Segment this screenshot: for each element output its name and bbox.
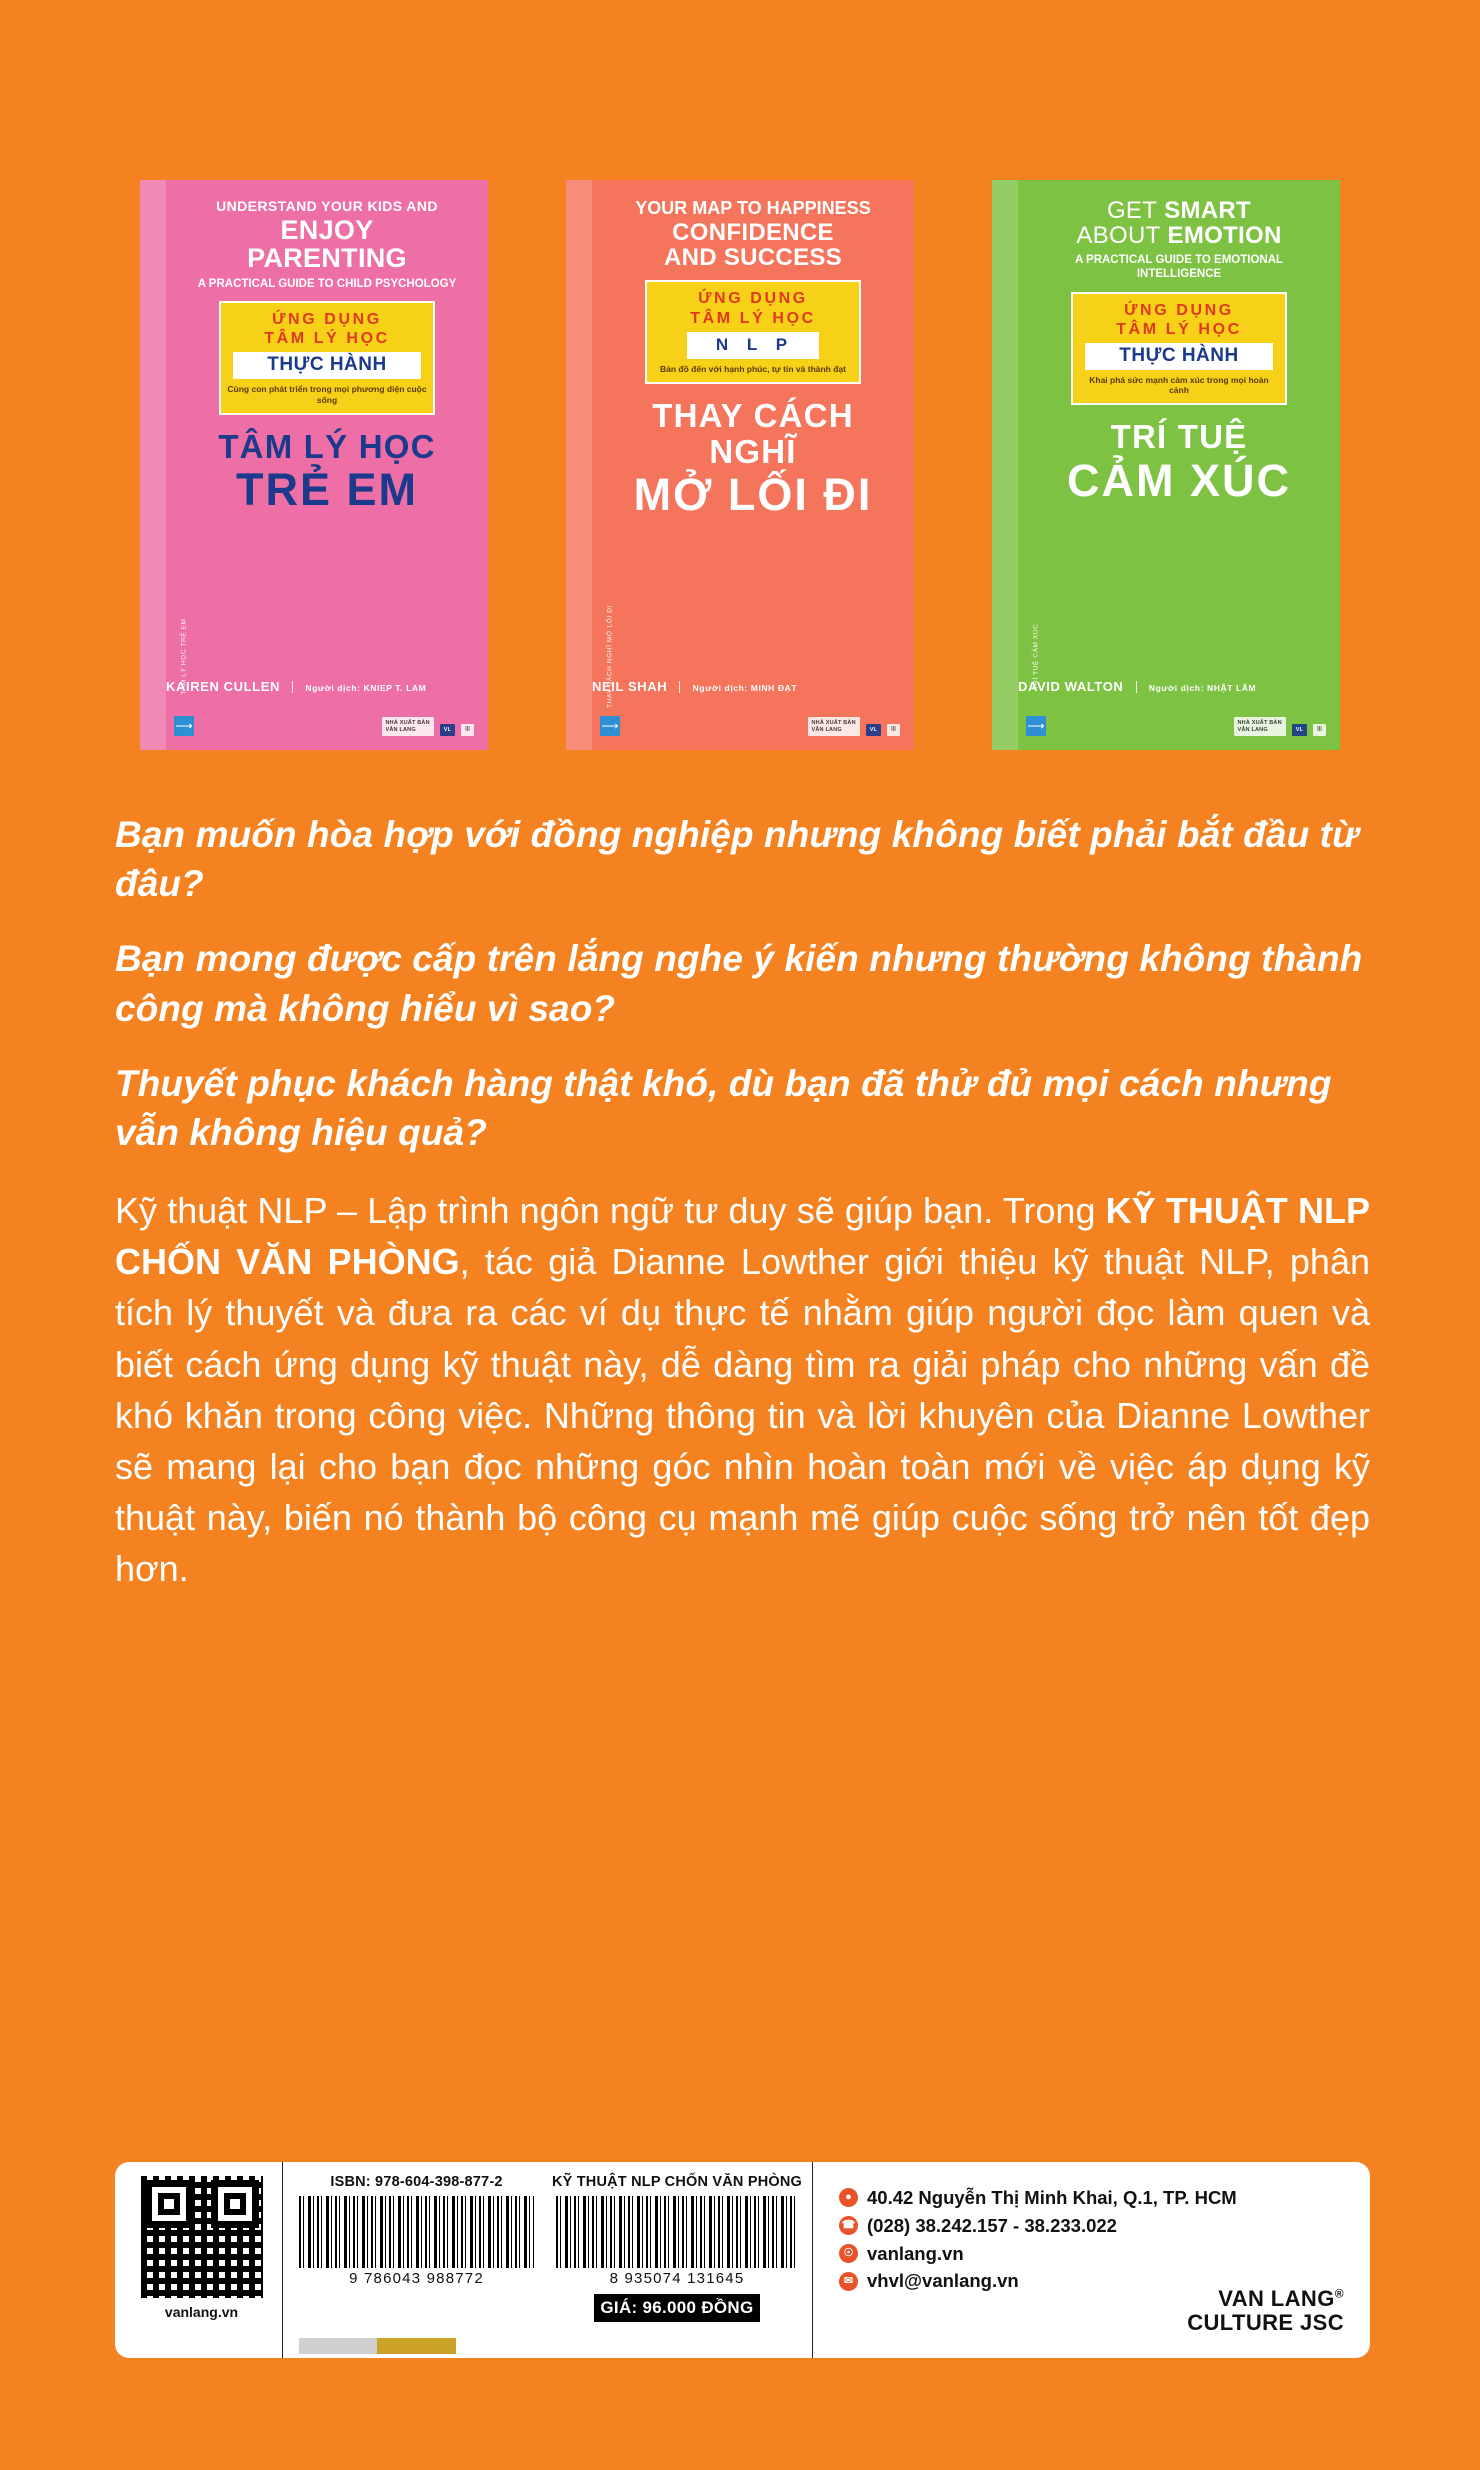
book1-english-title-1: ENJOY [280, 214, 374, 245]
book3-publisher-row [1026, 706, 1330, 736]
price-badge: GIÁ: 96.000 ĐỒNG [594, 2294, 759, 2322]
contact-phone: (028) 38.242.157 - 38.233.022 [867, 2214, 1117, 2236]
phone-icon: ☎ [839, 2216, 858, 2235]
publisher-arrow-icon: ⟶ [1026, 716, 1046, 736]
book1-english-subtitle: A PRACTICAL GUIDE TO CHILD PSYCHOLOGY [197, 277, 457, 290]
book3-eng-3: ABOUT [1076, 222, 1161, 250]
book3-vietnamese-title [1032, 419, 1326, 504]
color-swatches [299, 2338, 534, 2354]
book2-badge-line1: ỨNG DỤNG [698, 290, 808, 308]
swatch-gold [377, 2338, 455, 2354]
publisher-logo-tertiary-icon: ||| [461, 724, 474, 736]
blurb-question-1: Bạn muốn hòa hợp với đồng nghiệp nhưng không biết phải bắt đầu từ đâu? [115, 814, 1359, 905]
book2-author-row [592, 679, 914, 694]
book2-vi-line2: MỞ LỐI ĐI [633, 469, 873, 521]
blurb-body-part-2: , tác giả Dianne Lowther giới thiệu kỹ thuật NLP, phân tích lý thuyết và đưa ra các ví dụ thực tế nhằm giúp người đọc làm quen và biết cách ứng dụng kỹ thuật này, dễ dàng tìm ra giải pháp cho những vấn đề khó khăn trong công việc. Những thông tin và lời khuyên của Dianne Lowther sẽ mang lại cho bạn đọc những góc nhìn hoàn toàn mới về việc áp dụng kỹ thuật này, biến nó thành bộ công cụ mạnh mẽ giúp cuộc sống trở nên tốt đẹp hơn. [115, 1241, 1370, 1589]
book1-author: KAIREN CULLEN [166, 679, 280, 694]
footer-panel [115, 2162, 1370, 2358]
book3-english-subtitle: A PRACTICAL GUIDE TO EMOTIONAL INTELLIGENCE [1074, 253, 1284, 281]
registered-mark-icon: ® [1334, 2286, 1344, 2301]
book1-english-line: UNDERSTAND YOUR KIDS AND [216, 198, 438, 214]
contact-website-row[interactable] [839, 2240, 1350, 2268]
book3-author-row [1018, 679, 1340, 694]
isbn-caption: ISBN: 978-604-398-877-2 [330, 2174, 503, 2190]
publisher-arrow-icon: ⟶ [600, 716, 620, 736]
isbn-barcode-number: 9 786043 988772 [349, 2270, 484, 2287]
book2-english-title-1: CONFIDENCE [672, 218, 834, 246]
envelope-icon: ✉ [839, 2272, 858, 2291]
book-spine-text: THAY CÁCH NGHĨ MỞ LỐI ĐI [606, 605, 614, 708]
book3-badge-line2: TÂM LÝ HỌC [1116, 320, 1242, 338]
book3-vi-line2: CẢM XÚC [1067, 455, 1291, 506]
book3-vi-line1: TRÍ TUỆ [1110, 418, 1248, 456]
book-cover-tam-ly-hoc-tre-em [140, 180, 488, 750]
book3-badge-line3: THỰC HÀNH [1085, 343, 1273, 370]
blurb-question-2: Bạn mong được cấp trên lắng nghe ý kiến nhưng thường không thành công mà không hiểu vì sao? [115, 938, 1363, 1029]
brand-line-1 [1187, 2287, 1344, 2312]
book1-badge-line3: THỰC HÀNH [233, 352, 421, 379]
contact-phone-row [839, 2212, 1350, 2240]
book2-eng-2: HAPPINESS [766, 198, 871, 218]
book3-badge-line1: ỨNG DỤNG [1124, 301, 1234, 319]
book3-english-title-2 [1032, 223, 1326, 248]
book3-series-badge [1071, 292, 1287, 406]
book2-author: NEIL SHAH [592, 679, 668, 694]
book-spine-text: TRÍ TUỆ CẢM XÚC [1032, 623, 1040, 690]
publisher-logo-secondary-icon: VL [1292, 724, 1307, 736]
book2-english-title-2: AND SUCCESS [664, 244, 842, 272]
book2-vietnamese-title [606, 398, 900, 519]
book2-vi-line1: THAY CÁCH NGHĨ [652, 397, 854, 470]
globe-icon: ☉ [839, 2244, 858, 2263]
divider [292, 681, 293, 693]
contact-cell [813, 2162, 1370, 2358]
swatch-gray [299, 2338, 377, 2354]
barcode-product-bars-icon [556, 2196, 798, 2268]
publisher-brand [1187, 2287, 1344, 2336]
book3-english-title-1 [1032, 198, 1326, 223]
qr-code-label: vanlang.vn [164, 2304, 239, 2320]
book-spine [140, 180, 188, 750]
barcode-isbn-bars-icon [299, 2196, 534, 2268]
book1-publisher-row [174, 706, 478, 736]
book2-english-line [606, 198, 900, 220]
publisher-arrow-icon: ⟶ [174, 716, 194, 736]
brand-line-2: CULTURE JSC [1187, 2310, 1344, 2336]
contact-address-row [839, 2184, 1350, 2212]
publisher-logo-secondary-icon: VL [866, 724, 881, 736]
book2-badge-line2: TÂM LÝ HỌC [690, 309, 816, 327]
publisher-logo-icon: NHÀ XUẤT BẢN VĂN LANG [382, 717, 434, 736]
qr-code-icon[interactable] [141, 2176, 263, 2298]
barcode-product [552, 2174, 802, 2350]
qr-cell [115, 2162, 283, 2358]
divider [1136, 681, 1137, 693]
brand-name: VAN LANG [1218, 2285, 1335, 2311]
product-barcode-number: 8 935074 131645 [609, 2270, 745, 2287]
book3-eng-2: SMART [1164, 197, 1252, 224]
blurb-question-3: Thuyết phục khách hàng thật khó, dù bạn đã thử đủ mọi cách nhưng vẫn không hiệu quả? [115, 1062, 1332, 1154]
barcode-cell [283, 2162, 813, 2358]
book3-author: DAVID WALTON [1018, 679, 1124, 694]
blurb-body-part-1: Kỹ thuật NLP – Lập trình ngôn ngữ tư duy sẽ giúp bạn. Trong [115, 1190, 1106, 1232]
book2-publisher-logos [808, 717, 901, 736]
book-spine [566, 180, 614, 750]
book1-series-badge [219, 301, 435, 415]
book1-publisher-logos [382, 717, 475, 736]
publisher-logo-tertiary-icon: ||| [1313, 724, 1326, 736]
contact-email[interactable]: vhvl@vanlang.vn [867, 2270, 1019, 2292]
book1-translator: Người dịch: KNIEP T. LAM [305, 683, 427, 693]
book1-vietnamese-title [180, 429, 474, 514]
publisher-logo-icon: NHÀ XUẤT BẢN VĂN LANG [1234, 717, 1286, 736]
publisher-logo-icon: NHÀ XUẤT BẢN VĂN LANG [808, 717, 860, 736]
book2-publisher-row [600, 706, 904, 736]
book2-series-badge [645, 280, 861, 384]
book1-author-row [166, 679, 488, 694]
book1-vi-line1: TÂM LÝ HỌC [218, 427, 436, 465]
book3-publisher-logos [1234, 717, 1327, 736]
contact-address: 40.42 Nguyễn Thị Minh Khai, Q.1, TP. HCM [867, 2187, 1237, 2208]
book3-translator: Người dịch: NHẬT LÂM [1148, 683, 1257, 693]
contact-website[interactable]: vanlang.vn [867, 2242, 964, 2264]
product-caption: KỸ THUẬT NLP CHỐN VĂN PHÒNG [551, 2174, 802, 2190]
book1-badge-note: Cùng con phát triển trong mọi phương diện cuộc sống [227, 384, 427, 405]
book2-translator: Người dịch: MINH ĐẠT [692, 683, 798, 693]
back-cover-blurb [115, 810, 1370, 1594]
book3-badge-note: Khai phá sức mạnh cảm xúc trong mọi hoàn cảnh [1089, 375, 1269, 396]
book3-eng-1: GET [1106, 197, 1158, 224]
divider [679, 681, 680, 693]
publisher-logo-tertiary-icon: ||| [887, 724, 900, 736]
book3-eng-4: EMOTION [1167, 222, 1282, 250]
book1-badge-line1: ỨNG DỤNG [272, 311, 382, 329]
book1-english-title-2: PARENTING [247, 243, 407, 274]
book-cover-thay-cach-nghi-mo-loi-di [566, 180, 914, 750]
book1-badge-line2: TÂM LÝ HỌC [264, 330, 390, 348]
book2-badge-note: Bản đồ đến với hạnh phúc, tự tin và thành đạt [660, 363, 846, 374]
barcode-isbn [295, 2174, 538, 2350]
book2-eng-1: YOUR MAP TO [635, 198, 762, 218]
publisher-logo-secondary-icon: VL [440, 724, 455, 736]
swatch-white [456, 2338, 534, 2354]
book-cover-tri-tue-cam-xuc [992, 180, 1340, 750]
book1-vi-line2: TRẺ EM [235, 464, 418, 516]
book-spine-text: TÂM LÝ HỌC TRẺ EM [180, 618, 188, 695]
book2-badge-nlp: N L P [687, 332, 819, 359]
blurb-body-paragraph [115, 1185, 1370, 1594]
blurb-book-title-highlight: KỸ THUẬT NLP CHỐN VĂN PHÒNG [115, 1190, 1370, 1283]
location-pin-icon: ● [839, 2188, 858, 2207]
book-spine [992, 180, 1040, 750]
book-thumbnail-row [140, 180, 1340, 750]
